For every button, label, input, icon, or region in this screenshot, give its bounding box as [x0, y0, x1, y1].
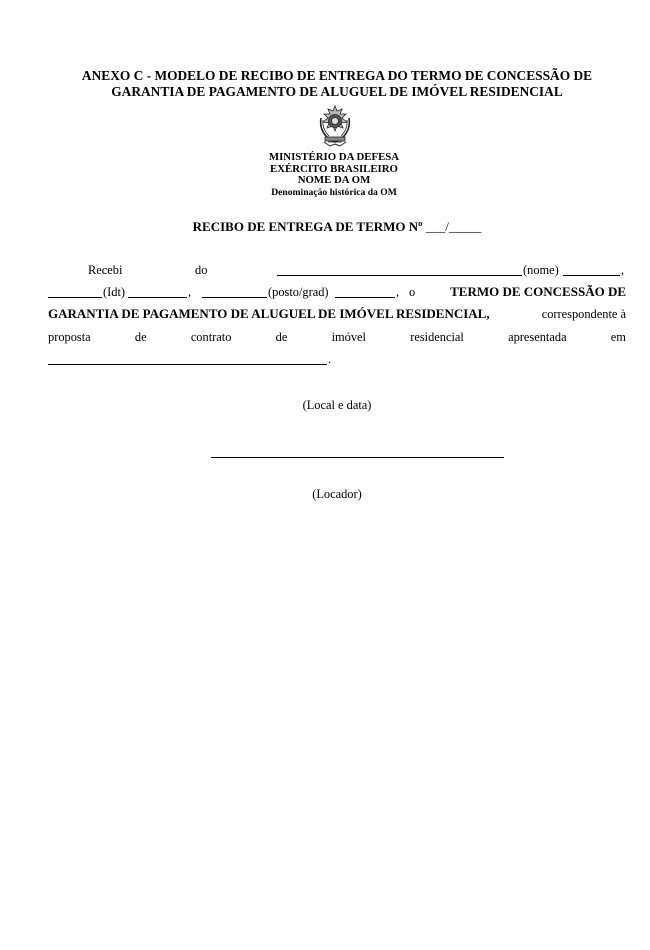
- nome-extra-blank[interactable]: [563, 264, 620, 276]
- word-contrato: contrato: [190, 330, 232, 344]
- word-em: em: [610, 330, 626, 344]
- posto-blank[interactable]: [202, 286, 267, 298]
- line1-comma: ,: [621, 263, 625, 277]
- coat-of-arms-icon: [316, 104, 354, 148]
- word-de-2: de: [275, 330, 288, 344]
- receipt-title: [140, 219, 534, 235]
- annex-title-line-2: GARANTIA DE PAGAMENTO DE ALUGUEL DE IMÓVEL RESIDENCIAL: [111, 84, 563, 99]
- line2-comma-2: ,: [396, 285, 400, 299]
- termo-title-part-1: TERMO DE CONCESSÃO DE: [450, 284, 626, 299]
- word-o: o: [409, 285, 416, 299]
- name-blank[interactable]: [277, 264, 522, 276]
- paragraph-line-4: [48, 329, 626, 345]
- word-recebi: Recebi: [88, 263, 123, 277]
- om-name: NOME DA OM: [297, 174, 371, 186]
- word-do: do: [195, 263, 208, 277]
- idt-blank[interactable]: [48, 286, 102, 298]
- ministry-name: MINISTÉRIO DA DEFESA: [268, 151, 400, 163]
- idt-extra-blank[interactable]: [128, 286, 187, 298]
- word-imovel: imóvel: [331, 330, 366, 344]
- termo-title-part-2: GARANTIA DE PAGAMENTO DE ALUGUEL DE IMÓVEL RESIDENCIAL,: [48, 306, 490, 321]
- receipt-number-blank: ___/_____: [425, 219, 482, 234]
- word-proposta: proposta: [48, 330, 91, 344]
- receipt-title-text: RECIBO DE ENTREGA DE TERMO Nº: [192, 219, 423, 234]
- word-apresentada: apresentada: [508, 330, 567, 344]
- line2-comma: ,: [188, 285, 192, 299]
- signature-line[interactable]: [211, 457, 504, 458]
- line5-period: .: [328, 352, 332, 366]
- correspondente-text: correspondente à: [541, 307, 626, 321]
- om-historical-name: Denominação histórica da OM: [271, 186, 397, 198]
- locador-label: (Locador): [312, 487, 362, 501]
- word-de-1: de: [134, 330, 147, 344]
- org-header: [234, 152, 434, 198]
- annex-title-line-1: ANEXO C - MODELO DE RECIBO DE ENTREGA DO TERMO DE CONCESSÃO DE: [81, 68, 593, 83]
- posto-extra-blank[interactable]: [335, 286, 395, 298]
- posto-label: (posto/grad): [268, 285, 329, 299]
- annex-title: [40, 68, 634, 100]
- date-blank[interactable]: [48, 353, 327, 365]
- local-date-label: (Local e data): [302, 398, 372, 412]
- idt-label: (Idt): [103, 285, 126, 299]
- word-residencial: residencial: [410, 330, 464, 344]
- nome-label: (nome): [523, 263, 559, 277]
- army-name: EXÉRCITO BRASILEIRO: [270, 162, 398, 175]
